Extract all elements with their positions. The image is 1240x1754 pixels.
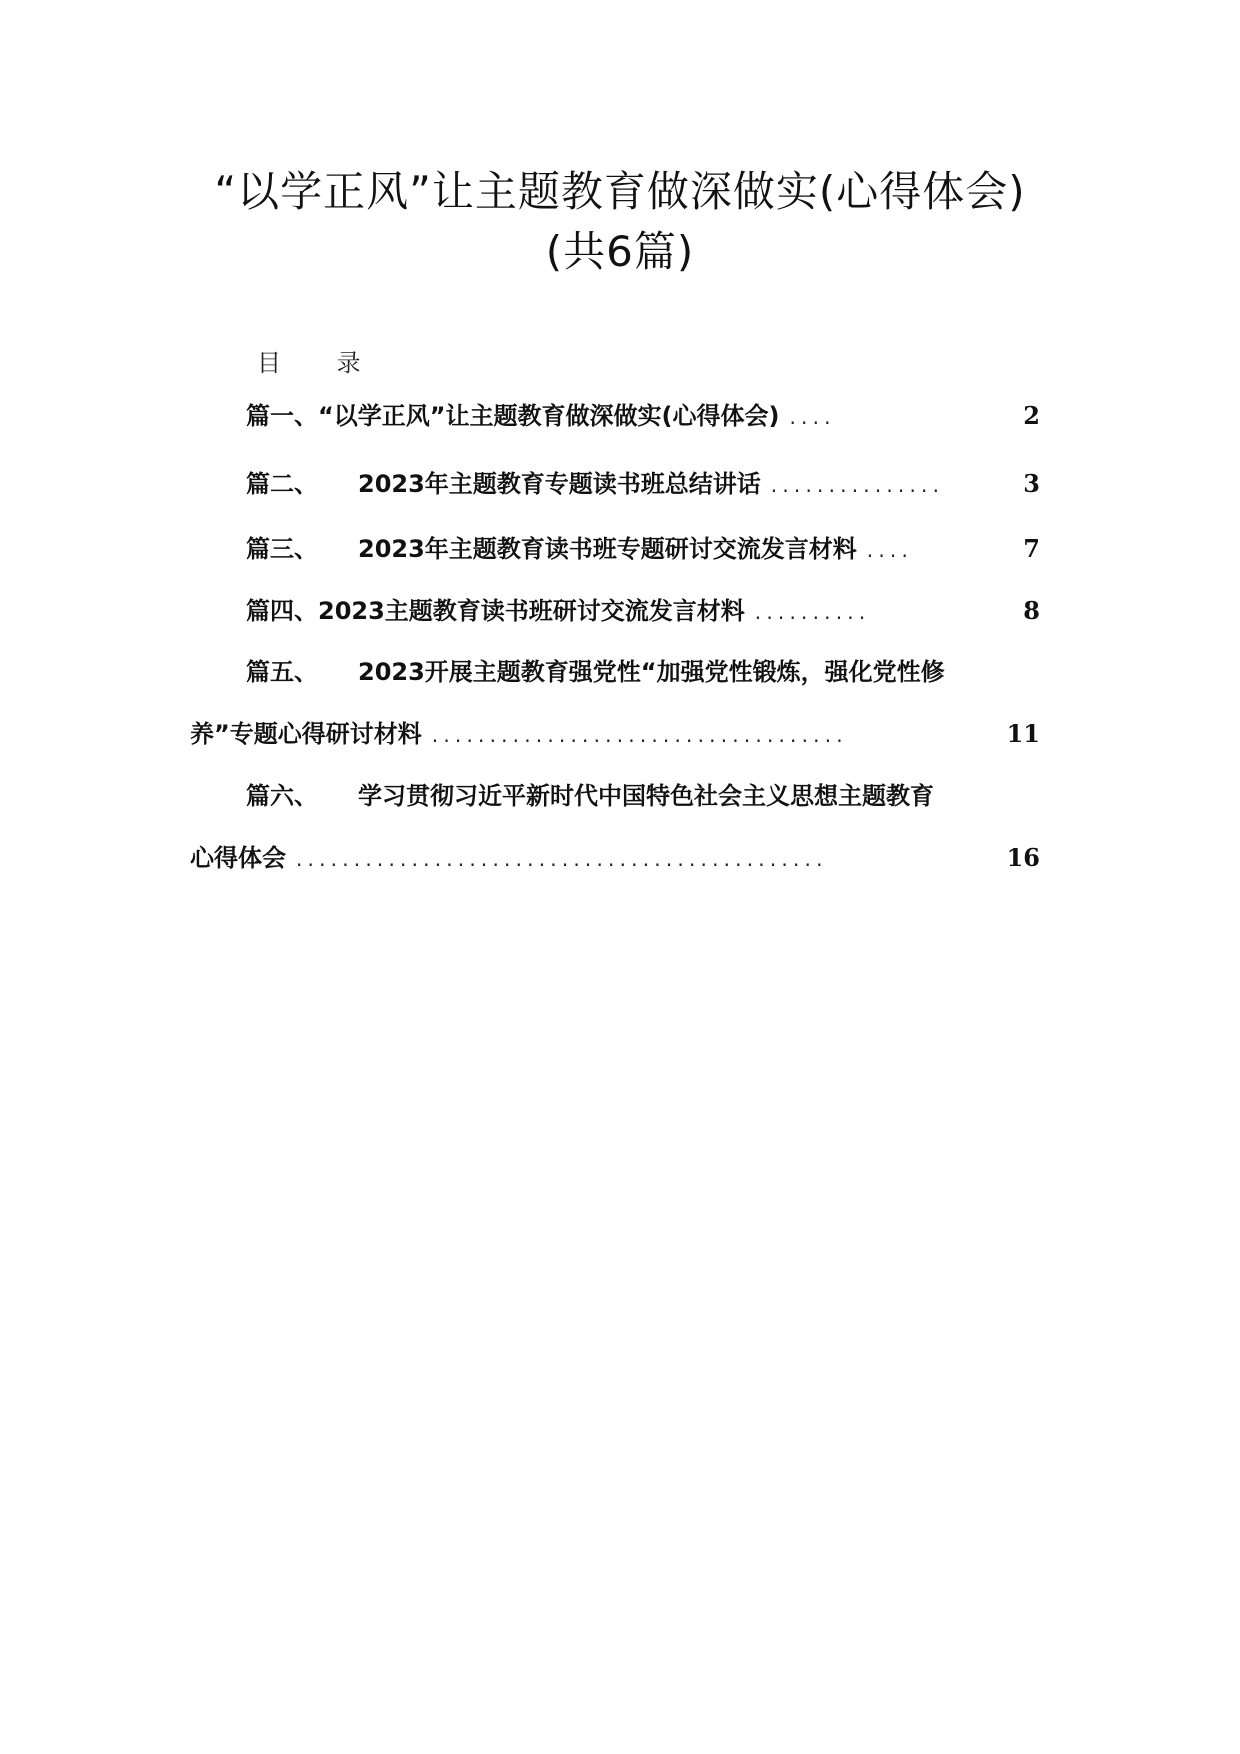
toc-entry-title: 2023开展主题教育强党性“加强党性锻炼，强化党性修 [358, 658, 945, 686]
toc-leader-dots: .............................................. [296, 847, 828, 871]
toc-leader-dots: .................................... [431, 723, 848, 747]
toc-entry-label: 篇四、 [246, 597, 318, 625]
toc-heading: 目 录 [257, 349, 385, 377]
toc-entry-label: 篇五、 [246, 658, 318, 686]
toc-leader-dots: .... [866, 538, 914, 562]
toc-entry-label: 篇一、 [246, 402, 318, 430]
toc-entry-4[interactable] [246, 595, 1040, 628]
document-title-line-1: “以学正风”让主题教育做深做实(心得体会) [214, 167, 1026, 216]
toc-entry-title: 2023主题教育读书班研讨交流发言材料 [318, 597, 745, 625]
toc-entry-2[interactable] [246, 468, 1040, 501]
toc-entry-1[interactable] [246, 400, 1040, 433]
toc-entry-6-line-2[interactable] [190, 842, 1040, 875]
toc-page-number: 7 [1023, 534, 1040, 563]
toc-leader-dots: .......... [754, 600, 871, 624]
toc-entry-label: 篇六、 [246, 782, 318, 810]
toc-entry-label: 篇三、 [246, 535, 318, 563]
toc-entry-5-line-1[interactable] [246, 656, 945, 688]
toc-entry-3[interactable] [246, 533, 1040, 566]
toc-page-number: 8 [1023, 596, 1040, 625]
toc-entry-title: “以学正风”让主题教育做深做实(心得体会) [318, 402, 780, 430]
toc-leader-dots: ............... [770, 473, 945, 497]
toc-leader-dots: .... [789, 405, 836, 429]
toc-entry-5-line-2[interactable] [190, 718, 1040, 751]
toc-entry-title: 学习贯彻习近平新时代中国特色社会主义思想主题教育 [358, 782, 934, 810]
toc-entry-6-line-1[interactable] [246, 780, 934, 812]
toc-entry-title: 2023年主题教育读书班专题研讨交流发言材料 [358, 535, 857, 563]
toc-entry-title: 2023年主题教育专题读书班总结讲话 [358, 470, 761, 498]
toc-page-number: 2 [1023, 401, 1040, 430]
toc-entry-label: 篇二、 [246, 470, 318, 498]
toc-entry-title-continued: 养”专题心得研讨材料 [190, 720, 422, 748]
toc-entry-title-continued: 心得体会 [190, 844, 286, 872]
toc-page-number: 3 [1023, 469, 1040, 498]
document-title-line-2: (共6篇) [545, 227, 695, 276]
toc-page-number: 16 [1006, 843, 1040, 872]
toc-page-number: 11 [1006, 719, 1040, 748]
